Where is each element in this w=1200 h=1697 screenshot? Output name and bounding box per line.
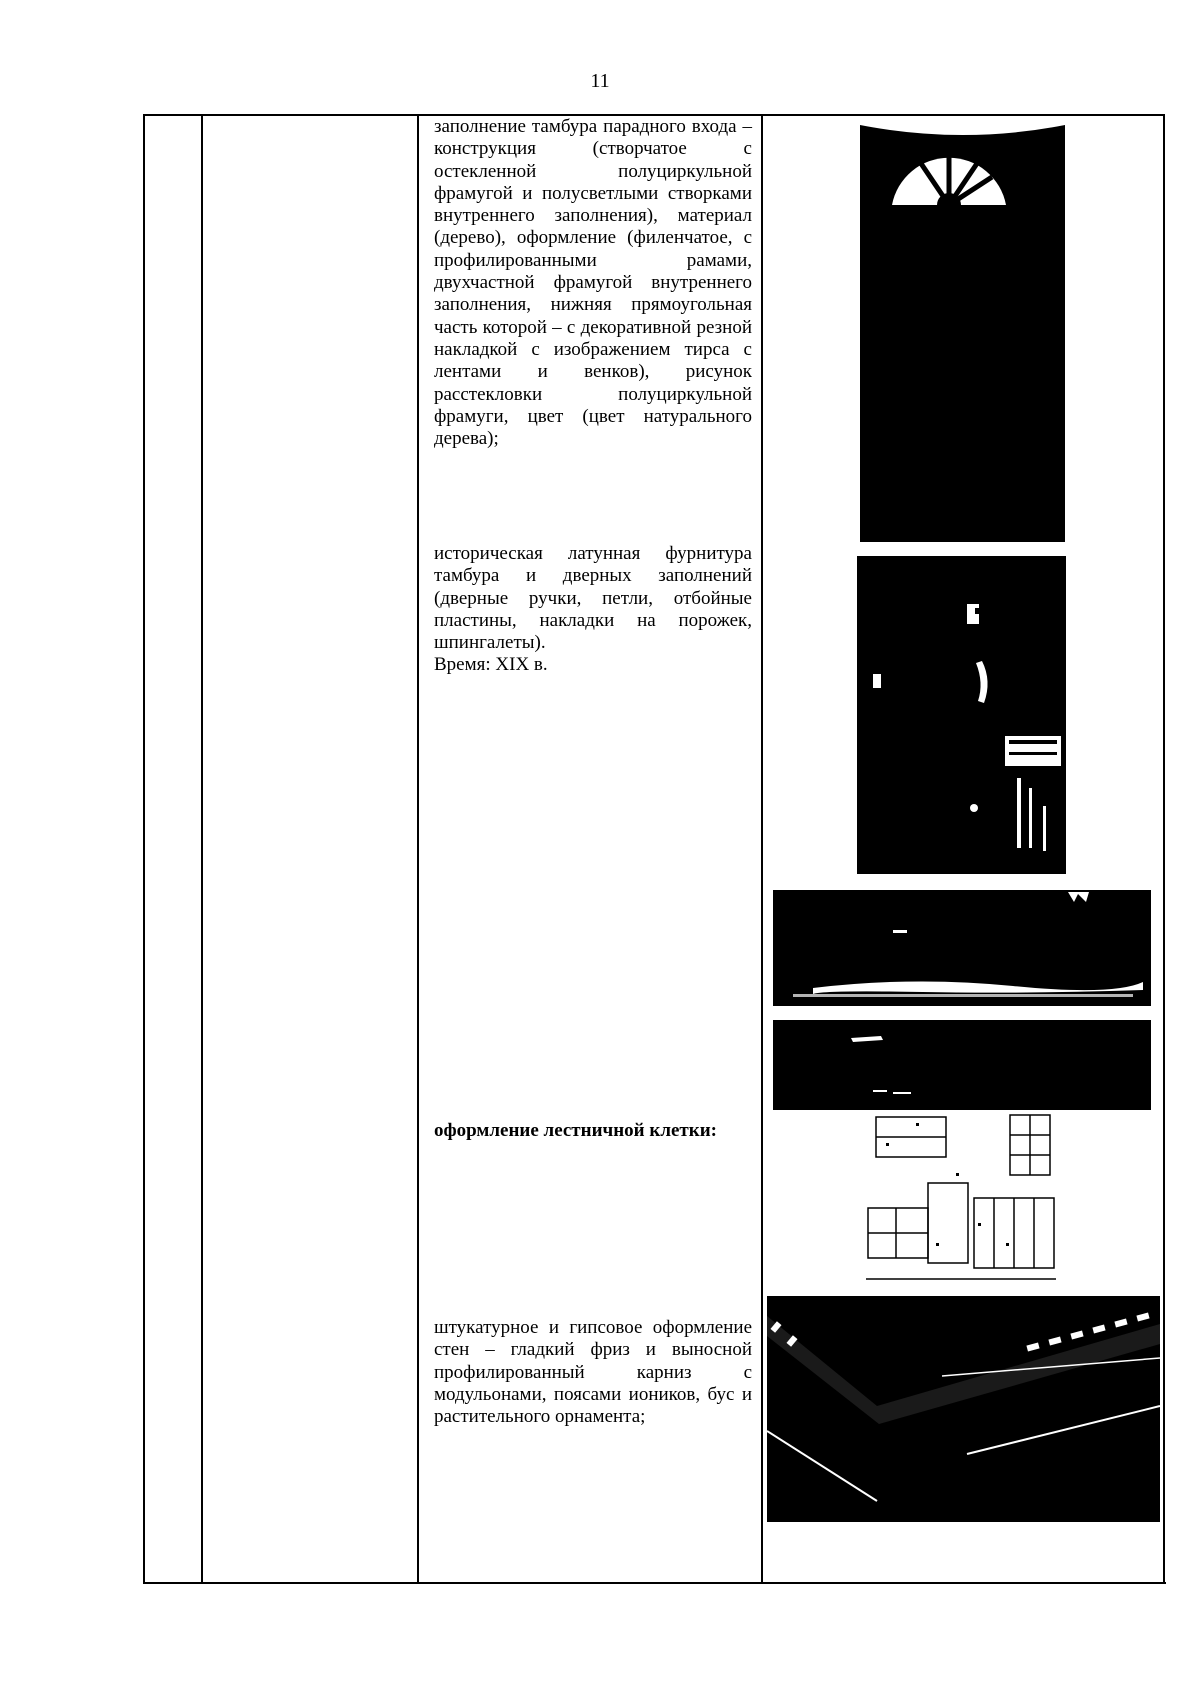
door-fill-text: заполнение тамбура парадного входа – конструкция (створчатое с остекленной полуциркульной фрамугой и полусветлыми створками внутреннего заполнения), материал (дерево), оформление (филенчатое, с профилированными рамами, двухчастной фрамугой внутреннего заполнения, нижняя прямоугольная часть которой – с декоративной резной накладкой с изображением тирса с лентами и венков), рисунок расстекловки полуциркульной фрамуги, цвет (цвет натурального дерева);: [434, 116, 752, 450]
table-left-border: [143, 114, 145, 1584]
threshold-photo: [773, 890, 1151, 1006]
stucco-text: штукатурное и гипсовое оформление стен – гладкий фриз и выносной профилированный карниз с модульонами, поясами иоников, бус и растительного орнамента;: [434, 1317, 752, 1428]
table-bottom-border: [143, 1582, 1166, 1584]
staircase-line-art: [866, 1113, 1056, 1283]
threshold-detail-photo: [773, 1020, 1151, 1110]
column-divider-2: [417, 114, 419, 1584]
hardware-text: историческая латунная фурнитура тамбура и дверных заполнений (дверные ручки, петли, отбойные пластины, накладки на порожек, шпингалеты).: [434, 543, 752, 654]
time-text: Время: XIX в.: [434, 654, 548, 676]
column-divider-1: [201, 114, 203, 1584]
entrance-door-drawing: [860, 117, 1065, 542]
threshold-drawing: [773, 890, 1151, 1006]
threshold-detail-drawing: [773, 1020, 1151, 1110]
door-hardware-drawing: [857, 556, 1066, 874]
table-right-border: [1163, 114, 1165, 1584]
stair-heading: оформление лестничной клетки:: [434, 1120, 717, 1141]
stucco-description: [434, 1317, 752, 1428]
page-number: 11: [590, 70, 610, 92]
door-hardware-photo: [857, 556, 1066, 874]
entrance-door-photo: [860, 117, 1065, 542]
column-divider-3: [761, 114, 763, 1584]
door-fill-description: [434, 116, 752, 450]
staircase-drawing: [866, 1113, 1056, 1283]
cornice-photo: [767, 1296, 1160, 1522]
cornice-drawing: [767, 1296, 1160, 1522]
hardware-description: [434, 543, 752, 677]
